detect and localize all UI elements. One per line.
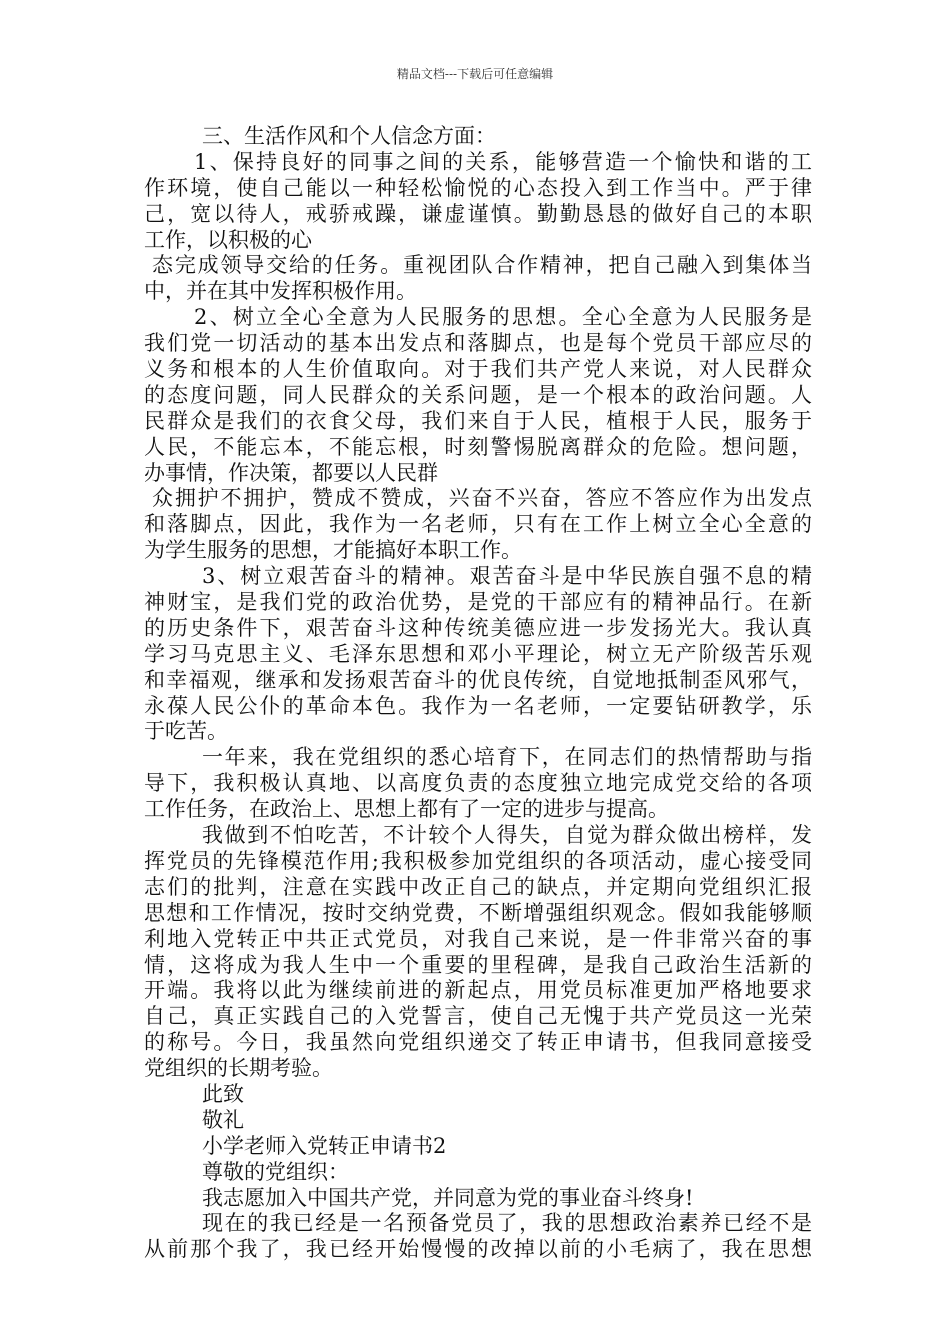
paragraph-line: 的称号。今日，我虽然向党组织递交了转正申请书，但我同意接受 bbox=[144, 1030, 812, 1055]
paragraph-line: 利地入党转正中共正式党员，对我自己来说，是一件非常兴奋的事 bbox=[144, 926, 812, 951]
greeting: 尊敬的党组织： bbox=[202, 1159, 349, 1184]
document-title: 小学老师入党转正申请书2 bbox=[202, 1133, 447, 1158]
paragraph-line: 作环境，使自己能以一种轻松愉悦的心态投入到工作当中。严于律 bbox=[144, 175, 812, 200]
closing-regards: 敬礼 bbox=[202, 1107, 244, 1132]
paragraph-line: 人民，不能忘本，不能忘根，时刻警惕脱离群众的危险。想问题， bbox=[144, 434, 812, 459]
paragraph-line: 为学生服务的思想，才能搞好本职工作。 bbox=[144, 538, 522, 563]
paragraph-line: 中，并在其中发挥积极作用。 bbox=[144, 279, 417, 304]
paragraph-line: 我做到不怕吃苦，不计较个人得失，自觉为群众做出榜样，发 bbox=[202, 823, 812, 848]
paragraph-line: 3、树立艰苦奋斗的精神。艰苦奋斗是中华民族自强不息的精 bbox=[202, 564, 812, 589]
paragraph-line: 从前那个我了，我已经开始慢慢的改掉以前的小毛病了，我在思想 bbox=[144, 1237, 812, 1262]
paragraph-line: 永葆人民公仆的革命本色。我作为一名老师，一定要钻研教学，乐 bbox=[144, 693, 812, 718]
paragraph-line: 办事情，作决策，都要以人民群 bbox=[144, 460, 438, 485]
closing-salutation: 此致 bbox=[202, 1081, 244, 1106]
paragraph-line: 态完成领导交给的任务。重视团队合作精神，把自己融入到集体当 bbox=[152, 253, 812, 278]
paragraph-line: 思想和工作情况，按时交纳党费，不断增强组织观念。假如我能够顺 bbox=[144, 900, 812, 925]
paragraph-line: 情，这将成为我人生中一个重要的里程碑，是我自己政治生活新的 bbox=[144, 952, 812, 977]
paragraph-line: 众拥护不拥护，赞成不赞成，兴奋不兴奋，答应不答应作为出发点 bbox=[152, 486, 812, 511]
paragraph-line: 于吃苦。 bbox=[144, 719, 228, 744]
paragraph-line: 我志愿加入中国共产党，并同意为党的事业奋斗终身! bbox=[202, 1185, 694, 1210]
paragraph-line: 导下，我积极认真地、以高度负责的态度独立地完成党交给的各项 bbox=[144, 771, 812, 796]
section-heading: 三、生活作风和个人信念方面： bbox=[202, 124, 496, 148]
paragraph-line: 学习马克思主义、毛泽东思想和邓小平理论，树立无产阶级苦乐观 bbox=[144, 641, 812, 666]
paragraph-line: 党组织的长期考验。 bbox=[144, 1056, 333, 1081]
paragraph-line: 志们的批判，注意在实践中改正自己的缺点，并定期向党组织汇报 bbox=[144, 874, 812, 899]
paragraph-line: 己，宽以待人，戒骄戒躁，谦虚谨慎。勤勤恳恳的做好自己的本职 bbox=[144, 201, 812, 226]
paragraph-line: 挥党员的先锋模范作用;我积极参加党组织的各项活动，虚心接受同 bbox=[144, 848, 812, 873]
paragraph-line: 工作任务，在政治上、思想上都有了一定的进步与提高。 bbox=[144, 797, 669, 822]
paragraph-line: 民群众是我们的衣食父母，我们来自于人民，植根于人民，服务于 bbox=[144, 408, 812, 433]
paragraph-line: 工作，以积极的心 bbox=[144, 227, 312, 252]
page-header: 精品文档---下载后可任意编辑 bbox=[396, 67, 554, 81]
paragraph-line: 义务和根本的人生价值取向。对于我们共产党人来说，对人民群众 bbox=[144, 357, 812, 382]
paragraph-line: 的态度问题，同人民群众的关系问题，是一个根本的政治问题。人 bbox=[144, 382, 812, 407]
paragraph-line: 2、树立全心全意为人民服务的思想。全心全意为人民服务是 bbox=[194, 305, 812, 330]
paragraph-line: 现在的我已经是一名预备党员了，我的思想政治素养已经不是 bbox=[202, 1211, 812, 1236]
paragraph-line: 1、保持良好的同事之间的关系，能够营造一个愉快和谐的工 bbox=[194, 149, 812, 174]
paragraph-line: 神财宝，是我们党的政治优势，是党的干部应有的精神品行。在新 bbox=[144, 590, 812, 615]
paragraph-line: 和幸福观，继承和发扬艰苦奋斗的优良传统，自觉地抵制歪风邪气， bbox=[144, 667, 812, 692]
paragraph-line: 的历史条件下，艰苦奋斗这种传统美德应进一步发扬光大。我认真 bbox=[144, 615, 812, 640]
document-body bbox=[144, 124, 812, 1263]
paragraph-line: 一年来，我在党组织的悉心培育下，在同志们的热情帮助与指 bbox=[202, 745, 812, 770]
paragraph-line: 我们党一切活动的基本出发点和落脚点，也是每个党员干部应尽的 bbox=[144, 331, 812, 356]
paragraph-line: 自己，真正实践自己的入党誓言，使自己无愧于共产党员这一光荣 bbox=[144, 1004, 812, 1029]
paragraph-line: 和落脚点，因此，我作为一名老师，只有在工作上树立全心全意的 bbox=[144, 512, 812, 537]
paragraph-line: 开端。我将以此为继续前进的新起点，用党员标准更加严格地要求 bbox=[144, 978, 812, 1003]
